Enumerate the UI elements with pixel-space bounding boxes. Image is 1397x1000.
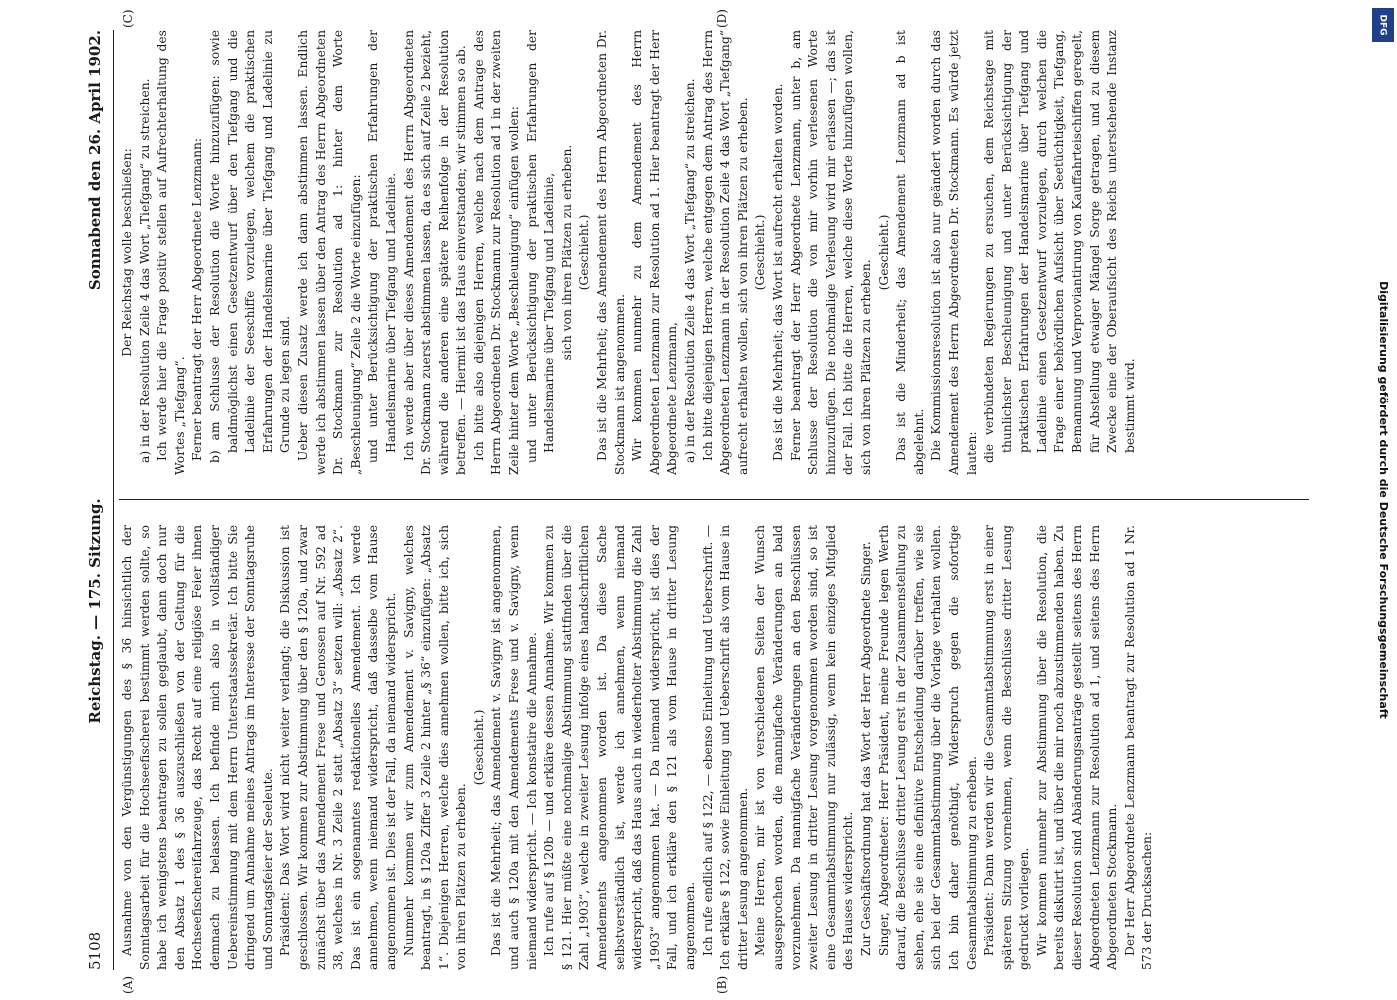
paragraph: Ich bitte also diejenigen Herren, welche nach dem Antrage des Herrn Abgeordneten Dr. Stockmann zur Resolution ad 1 in der zweiten Zeile hinter dem Worte „Beschleunigung“ einfügen wollen:	[471, 30, 522, 475]
session-title: Reichstag. — 175. Sitzung.	[86, 498, 104, 724]
paragraph: Präsident: Das Wort wird nicht weiter verlangt; die Diskussion ist geschlossen. Wir kommen zur Abstimmung über den § 120a, und zwar zunächst über das Amendement Frese und Genossen auf Nr. 592 ad 38, welches in Nr. 3 Zeile 2 statt „Absatz 3“ setzen will: „Absatz 2“. Das ist ein sogenanntes redaktionelles Amendement. Ich werde annehmen, wenn niemand widerspricht, daß dasselbe vom Hause angenommen ist. Dies ist der Fall, da niemand widerspricht.	[278, 525, 398, 970]
paragraph: Meine Herren, mir ist von verschiedenen Seiten der Wunsch ausgesprochen worden, die mannigfache Veränderungen an bald vorzunehmen. Da mannigfache Veränderungen an den Beschlüssen zweiter Lesung in dritter Lesung vorgenommen worden sind, so ist eine Gesammtabstimmung nur zulässig, wenn kein einziges Mitglied des Hauses widerspricht.	[753, 525, 856, 970]
paragraph: Ich bitte diejenigen Herren, welche entgegen dem Antrag des Herrn Abgeordneten Lenzmann in der Resolution Zeile 4 das Wort „Tiefgang“ aufrecht erhalten wollen, sich von ihren Plätzen zu erheben.	[700, 30, 750, 475]
funding-note: Digitalisierung gefördert durch die Deutsche Forschungsgemeinschaft	[1377, 281, 1390, 719]
header-rule	[113, 30, 114, 970]
paragraph: Ich rufe auf § 120b — und erkläre dessen Annahme. Wir kommen zu § 121. Hier müßte eine nochmalige Abstimmung stattfinden über die Zahl „1903“, welche in zweiter Lesung infolge eines handschriftlichen Amendements angenommen worden ist. Da diese Sache selbstverständlich ist, werde ich annehmen, wenn niemand widerspricht, daß das Haus auch in wiederholter Abstimmung die Zahl „1903“ angenommen hat. — Da niemand widerspricht, ist dies der Fall, und ich erkläre den § 121 als vom Hause in dritter Lesung angenommen.	[542, 525, 697, 970]
side-margin	[1371, 0, 1395, 1000]
margin-mark-c: (C)	[121, 9, 135, 28]
paragraph: Das ist die Mehrheit; das Wort ist aufrecht erhalten worden.	[770, 83, 785, 461]
margin-mark-d: (D)	[715, 9, 729, 28]
paragraph: Ich werde aber über dieses Amendement des Herrn Abgeordneten Dr. Stockmann zuerst abstimmen lassen, da es sich auf Zeile 2 bezieht, während die anderen eine spätere Reihenfolge in der Resolution betreffen. — Hiermit ist das Haus einverstanden; wir stimmen so ab.	[401, 30, 469, 475]
paragraph: Ferner beantragt der Herr Abgeordnete Lenzmann:	[190, 137, 205, 461]
paragraph: Wir kommen nunmehr zu dem Amendement des Herrn Abgeordneten Lenzmann zur Resolution ad 1. Hier beantragt der Herr Abgeordnete Lenzmann,	[630, 30, 680, 475]
page-number: 5108	[86, 931, 104, 970]
dfg-logo	[1372, 8, 1394, 42]
logo-text: DFG	[1377, 14, 1388, 36]
paragraph: Das ist die Mehrheit; das Amendement des Herrn Abgeordneten Dr. Stockmann ist angenommen.	[595, 30, 627, 475]
paragraph: b) am Schlusse der Resolution die Worte hinzuzufügen: sowie baldmöglichst einen Gesetzentwurf über den Tiefgang und die Ladelinie der Seeschiffe vorzulegen, welchem die praktischen Erfahrungen der Handelsmarine über Tiefgang und Ladelinie zu Grunde zu legen sind.	[207, 30, 293, 463]
paragraph: Die Kommissionsresolution ist also nur geändert worden durch das Amendement des Herrn Abgeordneten Dr. Stockmann. Es würde jetzt lauten:	[929, 30, 979, 475]
paragraph: (Geschieht.)	[753, 214, 768, 291]
paragraph: Nunmehr kommen wir zum Amendement v. Savigny, welches beantragt, in § 120a Ziffer 3 Zeile 2 hinter „§ 36“ einzufügen: „Absatz 1“. Diejenigen Herren, welche dies annehmen wollen, bitte ich, sich von ihren Plätzen zu erheben.	[401, 525, 469, 970]
paragraph: Singer, Abgeordneter: Herr Präsident, meine Freunde legen Werth darauf, die Beschlüsse dritter Lesung erst in der Zusammenstellung zu sehen, ehe sie eine definitive Entscheidung darüber treffen, wie sie sich bei der Gesammtabstimmung über die Vorlage verhalten wollen. Ich bin daher genöthigt, Widerspruch gegen die sofortige Gesammtabstimmung zu erheben.	[876, 525, 979, 970]
paragraph: Ferner beantragt der Herr Abgeordnete Lenzmann, unter b, am Schlusse der Resolution die von mir vorhin verlesenen Worte hinzuzufügen. Die nochmalige Verlesung wird mir erlassen —; das ist der Fall. Ich bitte die Herren, welche diese Worte hinzufügen wollen, sich von ihren Plätzen zu erheben.	[788, 30, 873, 475]
paragraph: a) in der Resolution Zeile 4 das Wort „Tiefgang“ zu streichen.	[683, 78, 697, 463]
margin-mark-a: (A)	[121, 975, 135, 994]
paragraph: Ich werde hier die Frage positiv stellen auf Aufrechterhaltung des Wortes „Tiefgang“.	[155, 30, 187, 475]
paragraph: Zur Geschäftsordnung hat das Wort der Herr Abgeordnete Singer.	[858, 541, 873, 956]
paragraph: Ich rufe endlich auf § 122, — ebenso Einleitung und Ueberschrift. — Ich erkläre § 122, sowie Einleitung und Ueberschrift als vom Hause in dritter Lesung angenommen.	[700, 525, 750, 970]
session-date: Sonnabend den 26. April 1902.	[86, 30, 104, 291]
right-text-column	[119, 30, 1309, 475]
left-text-column	[119, 525, 1309, 970]
newspaper-page	[75, 0, 1315, 1000]
page-header	[83, 30, 107, 970]
paragraph: Das ist die Minderheit; das Amendement Lenzmann ad b ist abgelehnt.	[894, 30, 926, 475]
paragraph: die verbündeten Regierungen zu ersuchen, dem Reichstage mit thunlichster Beschleunigung und unter Berücksichtigung der praktischen Erfahrungen der Handelsmarine über Tiefgang und Ladelinie einen Gesetzentwurf vorzulegen, durch welchen die Frage einer behördlichen Aufsicht über Seetüchtigkeit, Tiefgang, Bemannung und Verproviantirung von Kauffahrteischiffen geregelt, für Abstellung etwaiger Mängel Sorge getragen, und zu diesem Zwecke eine der Oberaufsicht des Reichs unterstehende Instanz bestimmt wird.	[982, 30, 1137, 463]
paragraph: Der Reichstag wolle beschließen:	[120, 148, 134, 357]
paragraph: und unter Berücksichtigung der praktischen Erfahrungen der Handelsmarine über Tiefgang und Ladelinie,	[524, 30, 557, 463]
paragraph: (Geschieht.)	[876, 214, 891, 291]
paragraph: (Geschieht.)	[471, 709, 486, 786]
paragraph: Ueber diesen Zusatz werde ich dann abstimmen lassen. Endlich werde ich abstimmen lassen über den Antrag des Herrn Abgeordneten Dr. Stockmann zur Resolution ad 1: hinter dem Worte „Beschleunigung“ Zeile 2 die Worte einzufügen:	[295, 30, 363, 475]
paragraph: und unter Berücksichtigung der praktischen Erfahrungen der Handelsmarine über Tiefgang und Ladelinie.	[366, 30, 398, 463]
paragraph: sich von ihren Plätzen zu erheben.	[559, 144, 574, 361]
paragraph: Ausnahme von den Vergünstigungen des § 36 hinsichtlich der Sonntagsarbeit für die Hochseefischerei bestimmt werden sollte, so habe ich wenigstens beantragen zu sollen geglaubt, dann doch nur den Absatz 1 des § 36 auszuschließen von der Geltung für die Hochseefischereifahrzeuge, das Recht auf eine religiöse Feier ihnen demnach zu belassen. Ich befinde mich also in vollständiger Uebereinstimmung mit dem Herrn Unterstaatssekretär. Ich bitte Sie dringend um Annahme meines Antrags im Interesse der Sonntagsruhe und Sonntagsfeier der Seeleute.	[120, 525, 275, 970]
margin-mark-b: (B)	[715, 975, 729, 994]
paragraph: Präsident: Dann werden wir die Gesammtabstimmung erst in einer späteren Sitzung vornehmen, wenn die Beschlüsse dritter Lesung gedruckt vorliegen.	[982, 525, 1032, 970]
paragraph: (Geschieht.)	[577, 214, 592, 291]
paragraph: Der Herr Abgeordnete Lenzmann beantragt zur Resolution ad 1 Nr. 573 der Drucksachen:	[1122, 525, 1155, 970]
paragraph: a) in der Resolution Zeile 4 das Wort „Tiefgang“ zu streichen.	[137, 78, 152, 463]
paragraph: Das ist die Mehrheit; das Amendement v. Savigny ist angenommen, und auch § 120a mit den Amendements Frese und v. Savigny, wenn niemand widerspricht. — Ich konstatire die Annahme.	[489, 525, 539, 970]
column-divider	[119, 499, 1309, 500]
paragraph: Wir kommen nunmehr zur Abstimmung über die Resolution, die bereits diskutirt ist, und über die mir noch abzustimmenden haben. Zu dieser Resolution sind Abänderungsanträge gestellt seitens des Herrn Abgeordneten Lenzmann zur Resolution ad 1, und seitens des Herrn Abgeordneten Stockmann.	[1034, 525, 1120, 970]
rotated-page-wrapper	[75, 0, 1325, 1000]
